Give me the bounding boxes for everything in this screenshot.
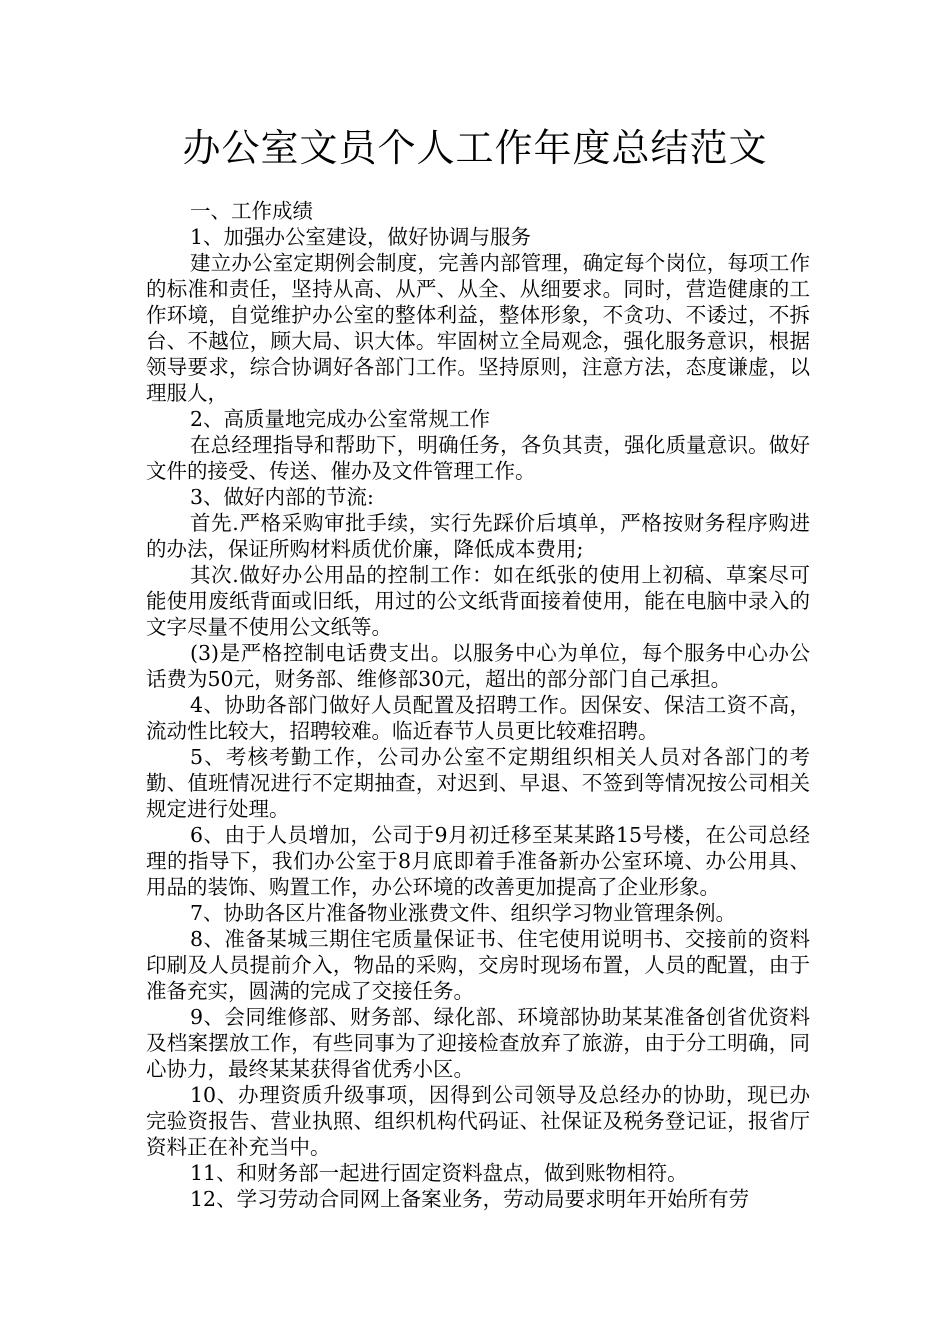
- paragraph: 7、协助各区片准备物业涨费文件、组织学习物业管理条例。: [190, 901, 737, 925]
- document-body: [146, 198, 810, 1212]
- item-heading: 2、高质量地完成办公室常规工作: [190, 407, 491, 431]
- paragraph: 5、考核考勤工作，公司办公室不定期组织相关人员对各部门的考勤、值班情况进行不定期抽查，对迟到、早退、不签到等情况按公司相关规定进行处理。: [146, 745, 810, 821]
- paragraph: 11、和财务部一起进行固定资料盘点，做到账物相符。: [190, 1161, 688, 1185]
- paragraph: 其次.做好办公用品的控制工作：如在纸张的使用上初稿、草案尽可能使用废纸背面或旧纸，用过的公文纸背面接着使用，能在电脑中录入的文字尽量不使用公文纸等。: [146, 563, 810, 639]
- section-heading: 一、工作成绩: [190, 199, 313, 223]
- paragraph: 6、由于人员增加，公司于9月初迁移至某某路15号楼，在公司总经理的指导下，我们办公室于8月底即着手准备新办公室环境、办公用具、用品的装饰、购置工作，办公环境的改善更加提高了企业形象。: [146, 823, 810, 899]
- paragraph: 9、会同维修部、财务部、绿化部、环境部协助某某准备创省优资料及档案摆放工作，有些同事为了迎接检查放弃了旅游，由于分工明确，同心协力，最终某某获得省优秀小区。: [146, 1005, 810, 1081]
- item-heading: 1、加强办公室建设，做好协调与服务: [190, 225, 532, 249]
- paragraph: 4、协助各部门做好人员配置及招聘工作。因保安、保洁工资不高，流动性比较大，招聘较难。临近春节人员更比较难招聘。: [146, 693, 810, 743]
- paragraph: 10、办理资质升级事项，因得到公司领导及总经办的协助，现已办完验资报告、营业执照、组织机构代码证、社保证及税务登记证，报省厅资料正在补充当中。: [146, 1083, 810, 1159]
- paragraph: 首先.严格采购审批手续，实行先踩价后填单，严格按财务程序购进的办法，保证所购材料质优价廉，降低成本费用;: [146, 511, 810, 561]
- paragraph: (3)是严格控制电话费支出。以服务中心为单位，每个服务中心办公话费为50元，财务部、维修部30元，超出的部分部门自己承担。: [146, 641, 810, 691]
- item-heading: 3、做好内部的节流:: [190, 485, 374, 509]
- paragraph: 建立办公室定期例会制度，完善内部管理，确定每个岗位，每项工作的标准和责任，坚持从高、从严、从全、从细要求。同时，营造健康的工作环境，自觉维护办公室的整体利益，整体形象，不贪功、不诿过，不拆台、不越位，顾大局、识大体。牢固树立全局观念，强化服务意识，根据领导要求，综合协调好各部门工作。坚持原则，注意方法，态度谦虚，以理服人，: [146, 251, 810, 405]
- paragraph: 在总经理指导和帮助下，明确任务，各负其责，强化质量意识。做好文件的接受、传送、催办及文件管理工作。: [146, 433, 810, 483]
- paragraph: 8、准备某城三期住宅质量保证书、住宅使用说明书、交接前的资料印刷及人员提前介入，物品的采购，交房时现场布置，人员的配置，由于准备充实，圆满的完成了交接任务。: [146, 927, 810, 1003]
- document-title: 办公室文员个人工作年度总结范文: [182, 126, 768, 170]
- paragraph: 12、学习劳动合同网上备案业务，劳动局要求明年开始所有劳: [190, 1187, 750, 1211]
